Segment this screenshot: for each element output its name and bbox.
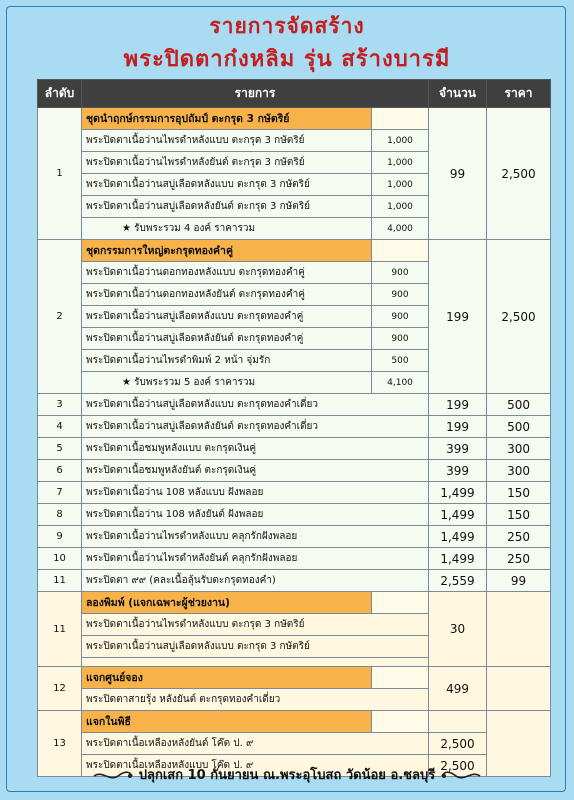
row-price: 500 [487, 394, 551, 416]
item-name: พระปิดตาเนื้อว่านไพรดำหลังแบบ ตะกรุด 3 กษัตริย์ [82, 130, 372, 152]
header-item: รายการ [82, 80, 429, 108]
row-no: 13 [38, 711, 82, 777]
row-no: 6 [38, 460, 82, 482]
table-row [38, 416, 551, 438]
row-qty: 1,499 [429, 548, 487, 570]
table-row [38, 504, 551, 526]
footer-text: ปลุกเสก 10 กันยายน ณ.พระอุโบสถ วัดน้อย อ.ชลบุรี [138, 768, 436, 783]
page-title: รายการจัดสร้าง [209, 13, 365, 38]
group-header: ชุดกรรมการใหญ่ตะกรุดทองคำคู่ [82, 240, 372, 262]
summary-value: 4,100 [372, 372, 429, 394]
table-row [38, 570, 551, 592]
table-row [38, 394, 551, 416]
row-price: 150 [487, 482, 551, 504]
item-value: 1,000 [372, 196, 429, 218]
header-no: ลำดับ [38, 80, 82, 108]
item-name: พระปิดตาเนื้อว่านสบู่เลือดหลังแบบ ตะกรุดทองคำเดี่ยว [82, 394, 429, 416]
item-name: พระปิดตาเนื้อเหลืองหลังยันต์ โค๊ต ป. ๙ [82, 733, 429, 755]
row-qty: 2,500 [429, 733, 487, 755]
row-price: 250 [487, 526, 551, 548]
group-header-row [38, 240, 551, 262]
group-header-row [38, 108, 551, 130]
row-qty: 99 [429, 108, 487, 240]
item-name: พระปิดตาเนื้อว่านสบู่เลือดหลังแบบ ตะกรุด 3 กษัตริย์ [82, 174, 372, 196]
table-row [38, 526, 551, 548]
group-header-row [38, 711, 551, 733]
table-row [38, 733, 551, 755]
item-name: พระปิดตาเนื้อว่านดอกทองหลังยันต์ ตะกรุดทองคำคู่ [82, 284, 372, 306]
item-value: 900 [372, 262, 429, 284]
ornament-right-icon [440, 770, 482, 782]
row-price: 500 [487, 416, 551, 438]
row-qty: 1,499 [429, 482, 487, 504]
row-price: 250 [487, 548, 551, 570]
table-header-row [38, 80, 551, 108]
row-no: 9 [38, 526, 82, 548]
row-no: 8 [38, 504, 82, 526]
table-row [38, 548, 551, 570]
row-no: 1 [38, 108, 82, 240]
header-qty: จำนวน [429, 80, 487, 108]
summary-value: 4,000 [372, 218, 429, 240]
item-name: พระปิดตาเนื้อว่าน 108 หลังแบบ ฝังพลอย [82, 482, 429, 504]
item-name: พระปิดตาเนื้อว่านไพรดำหลังแบบ คลุกรักฝังพลอย [82, 526, 429, 548]
group-header-row [38, 667, 551, 689]
row-qty: 2,500 [429, 755, 487, 777]
row-no: 2 [38, 240, 82, 394]
page-subtitle: พระปิดตาก๋งหลิม รุ่น สร้างบารมี [123, 46, 451, 72]
item-value: 1,000 [372, 174, 429, 196]
item-name: พระปิดตาเนื้อว่านสบู่เลือดหลังแบบ ตะกรุดทองคำคู่ [82, 306, 372, 328]
row-no: 3 [38, 394, 82, 416]
row-no: 11 [38, 592, 82, 667]
items-table [37, 79, 551, 777]
item-value: 900 [372, 284, 429, 306]
footer [0, 764, 574, 785]
item-name: พระปิดตาเนื้อชมพูหลังยันต์ ตะกรุดเงินคู่ [82, 460, 429, 482]
row-no: 5 [38, 438, 82, 460]
header-price: ราคา [487, 80, 551, 108]
row-qty: 1,499 [429, 504, 487, 526]
item-name: พระปิดตาเนื้อว่านดอกทองหลังแบบ ตะกรุดทองคำคู่ [82, 262, 372, 284]
ornament-left-icon [92, 770, 134, 782]
row-qty: 199 [429, 416, 487, 438]
item-name: พระปิดตาเนื้อว่านสบู่เลือดหลังยันต์ ตะกรุดทองคำเดี่ยว [82, 416, 429, 438]
item-name: พระปิดตาเนื้อว่านไพรดำพิมพ์ 2 หน้า จุ่มรัก [82, 350, 372, 372]
item-name: พระปิดตาเนื้อชมพูหลังแบบ ตะกรุดเงินคู่ [82, 438, 429, 460]
group-header-row [38, 592, 551, 614]
summary-label: ★ รับพระรวม 5 องค์ ราคารวม [82, 372, 372, 394]
table-row [38, 460, 551, 482]
row-no: 4 [38, 416, 82, 438]
row-qty: 199 [429, 240, 487, 394]
row-qty: 499 [429, 667, 487, 711]
table-row [38, 438, 551, 460]
row-qty: 399 [429, 460, 487, 482]
row-no: 12 [38, 667, 82, 711]
row-qty: 199 [429, 394, 487, 416]
item-value: 900 [372, 306, 429, 328]
item-name: พระปิดตาเนื้อว่าน 108 หลังยันต์ ฝังพลอย [82, 504, 429, 526]
row-no: 7 [38, 482, 82, 504]
item-value: 1,000 [372, 152, 429, 174]
item-name: พระปิดตาเนื้อเหลืองหลังแบบ โค๊ต ป. ๙ [82, 755, 429, 777]
summary-label: ★ รับพระรวม 4 องค์ ราคารวม [82, 218, 372, 240]
item-name: พระปิดตา ๙๙ (คละเนื้อลุ้นรับตะกรุดทองคำ) [82, 570, 429, 592]
row-price: 300 [487, 460, 551, 482]
item-value: 900 [372, 328, 429, 350]
item-value: 1,000 [372, 130, 429, 152]
group-header: ลองพิมพ์ (แจกเฉพาะผู้ช่วยงาน) [82, 592, 372, 614]
row-qty: 1,499 [429, 526, 487, 548]
row-qty: 30 [429, 592, 487, 667]
row-price: 99 [487, 570, 551, 592]
row-qty: 2,559 [429, 570, 487, 592]
group-header: แจกศูนย์จอง [82, 667, 372, 689]
item-name: พระปิดตาเนื้อว่านสบู่เลือดหลังแบบ ตะกรุด 3 กษัตริย์ [82, 636, 429, 658]
row-price: 2,500 [487, 108, 551, 240]
item-name: พระปิดตาเนื้อว่านสบู่เลือดหลังยันต์ ตะกรุดทองคำคู่ [82, 328, 372, 350]
row-price: 300 [487, 438, 551, 460]
group-header: ชุดนำฤกษ์กรรมการอุปถัมป์ ตะกรุด 3 กษัตริย์ [82, 108, 372, 130]
row-no: 10 [38, 548, 82, 570]
item-name: พระปิดตาเนื้อว่านไพรดำหลังแบบ ตะกรุด 3 กษัตริย์ [82, 614, 429, 636]
table-row [38, 482, 551, 504]
group-header: แจกในพิธี [82, 711, 372, 733]
row-price: 2,500 [487, 240, 551, 394]
item-name: พระปิดตาเนื้อว่านไพรดำหลังยันต์ คลุกรักฝังพลอย [82, 548, 429, 570]
item-value: 500 [372, 350, 429, 372]
row-qty: 399 [429, 438, 487, 460]
row-price: 150 [487, 504, 551, 526]
row-no: 11 [38, 570, 82, 592]
item-name: พระปิดตาเนื้อว่านสบู่เลือดหลังยันต์ ตะกรุด 3 กษัตริย์ [82, 196, 372, 218]
item-name: พระปิดตาสายรุ้ง หลังยันต์ ตะกรุดทองคำเดี่ยว [82, 689, 429, 711]
item-name: พระปิดตาเนื้อว่านไพรดำหลังยันต์ ตะกรุด 3 กษัตริย์ [82, 152, 372, 174]
